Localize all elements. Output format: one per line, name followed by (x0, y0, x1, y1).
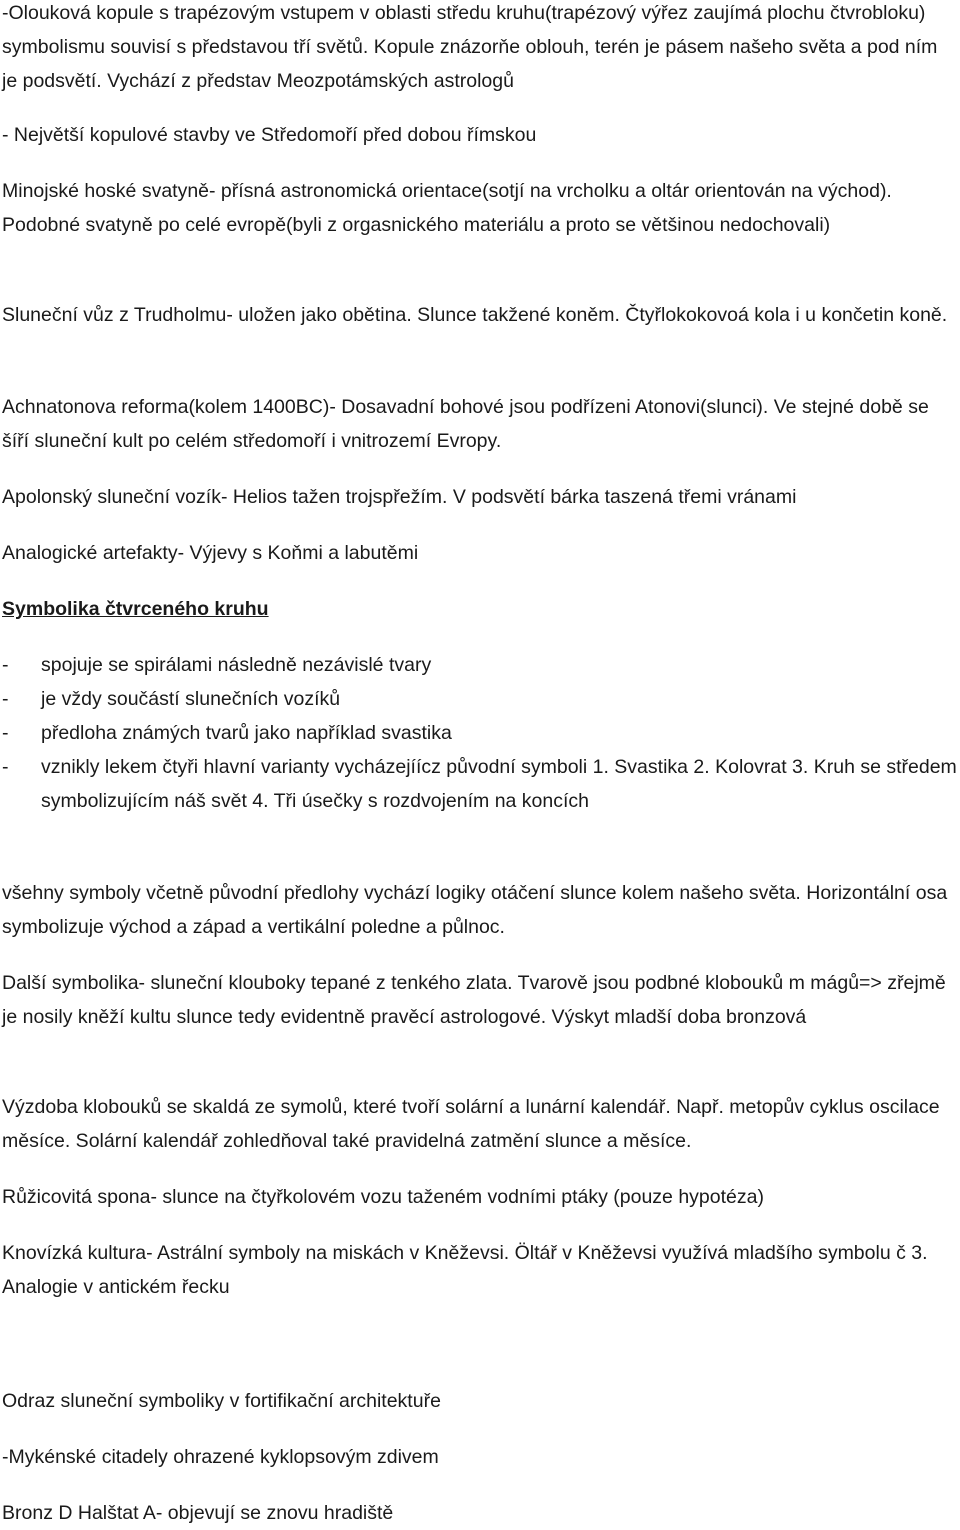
paragraph-knoviz-culture: Knovízká kultura- Astrální symboly na miskách v Kněževsi. Öltář v Kněževsi využívá mladšího symbolu č 3. Analogie v antickém řecku (2, 1242, 928, 1298)
list-item (2, 682, 958, 716)
list-dash: - (2, 722, 9, 744)
paragraph-largest-domes: - Největší kopulové stavby ve Středomoří před dobou římskou (2, 124, 537, 146)
paragraph-gold-hats: Další symbolika- sluneční klouboky tepané z tenkého zlata. Tvarově jsou podbné klobouků m mágů=> zřejmě je nosily kněží kultu slunce tedy evidentně pravěcí astrologové. Výskyt mladší doba bronzová (2, 972, 946, 1028)
paragraph-bronze-hallstatt: Bronz D Halštat A- objevují se znovu hradiště (2, 1502, 394, 1524)
list-item (2, 648, 958, 682)
list-dash: - (2, 688, 9, 710)
list-item-text: je vždy součástí slunečních vozíků (41, 688, 341, 710)
paragraph-hat-decoration: Výzdoba klobouků se skaldá ze symolů, které tvoří solární a lunární kalendář. Např. metopův cyklus oscilace měsíce. Solární kalendář zohledňoval také pravidelná zatmění slunce a měsíce. (2, 1096, 940, 1152)
list-item-text: spojuje se spirálami následně nezávislé tvary (41, 654, 432, 676)
paragraph-dome: -Olouková kopule s trapézovým vstupem v oblasti středu kruhu(trapézový výřez zaujímá plochu čtvrobloku) symbolismu souvisí s představou tří světů. Kopule znázorňe oblouh, terén je pásem našeho světa a pod ním je podsvětí. Vychází z představ Meozpotámských astrologů (2, 2, 938, 92)
section-heading: Symbolika čtvrceného kruhu (2, 598, 269, 620)
list-item-text: předloha známých tvarů jako například svastika (41, 722, 452, 744)
list-item (2, 750, 958, 818)
paragraph-akhenaten-reform: Achnatonova reforma(kolem 1400BC)- Dosavadní bohové jsou podřízeni Atonovi(slunci). Ve stejné době se šíří sluneční kult po celém středomoří i vnitrozemí Evropy. (2, 396, 929, 452)
paragraph-apollonian-chariot: Apolonský sluneční vozík- Helios tažen trojspřežím. V podsvětí bárka taszená třemi vránami (2, 486, 797, 508)
list-dash: - (2, 654, 9, 676)
paragraph-trundholm-chariot: Sluneční vůz z Trudholmu- uložen jako obětina. Slunce takžené koněm. Čtyřlokokovoá kola i u končetin koně. (2, 304, 948, 326)
paragraph-minoan-sanctuaries: Minojské hoské svatyně- přísná astronomická orientace(sotjí na vrcholku a oltár orientován na východ). Podobné svatyně po celé evropě(byli z orgasnického materiálu a proto se většinou nedochovali) (2, 180, 892, 236)
paragraph-fortification: Odraz sluneční symboliky v fortifikační architektuře (2, 1390, 441, 1412)
list-item (2, 716, 958, 750)
paragraph-mycenaean-citadels: -Mykénské citadely ohrazené kyklopsovým zdivem (2, 1446, 439, 1468)
symbol-list (2, 648, 958, 818)
paragraph-all-symbols: všehny symboly včetně původní předlohy vychází logiky otáčení slunce kolem našeho světa. Horizontální osa symbolizuje východ a západ a vertikální poledne a půlnoc. (2, 882, 948, 938)
paragraph-analogous-artefacts: Analogické artefakty- Výjevy s Koňmi a labutěmi (2, 542, 419, 564)
list-item-text: vznikly lekem čtyři hlavní varianty vycházejíícz původní symboli 1. Svastika 2. Kolovrat 3. Kruh se středem symbolizujícím náš svět 4. Tři úsečky s rozdvojením na koncích (41, 756, 957, 812)
list-dash: - (2, 756, 9, 778)
paragraph-rosette-brooch: Růžicovitá spona- slunce na čtyřkolovém vozu taženém vodními ptáky (pouze hypotéza) (2, 1186, 764, 1208)
